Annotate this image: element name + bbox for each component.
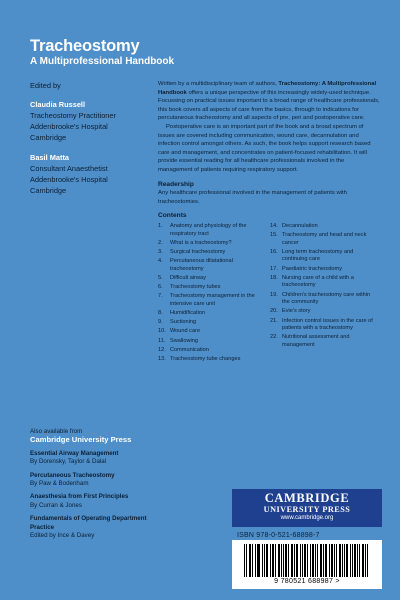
contents-item	[270, 249, 375, 264]
contents-item-number: 2.	[158, 239, 163, 246]
description-paragraph-2: Postoperative care is an important part of the book and a broad spectrum of issues are covered including communication, wound care, decannulation and infection control amongst others. As such, the book helps support research based care and management, and concentrates on patient-focused rehabilitation. It will provide essential reading for all healthcare professionals involved in the management of patients requiring respiratory support.	[158, 123, 371, 173]
contents-item-title: Percutaneous dilatational tracheostomy	[170, 258, 233, 272]
barcode-bar	[325, 544, 326, 577]
description-paragraph-1	[158, 80, 380, 123]
editor-city: Cambridge	[30, 133, 67, 142]
barcode-bar	[315, 544, 316, 577]
also-book-title: Essential Airway Management	[30, 449, 119, 457]
barcode-bar	[340, 544, 341, 577]
editor-city: Cambridge	[30, 186, 67, 195]
description-p1-end: offers a unique perspective of this increasingly widely-used technique. Focussing on practical issues important to a broad range of healthcare professionals, this book covers all aspects of care from the basics, through to indications for percutaneous tracheostomy and all aspects of pre, peri and postoperative care.	[158, 89, 380, 122]
contents-item-title: Communication	[170, 346, 209, 353]
barcode-bar	[317, 544, 318, 577]
editor-role: Consultant Anaesthetist	[30, 164, 108, 173]
contents-item-number: 6.	[158, 284, 163, 291]
contents-item-title: Swallowing	[170, 337, 198, 344]
also-available-label: Also available from	[30, 428, 83, 435]
barcode-bar	[323, 544, 324, 577]
editor-name: Basil Matta	[30, 153, 70, 162]
also-book-author: Edited by Ince & Davey	[30, 532, 95, 540]
barcode-bar	[339, 544, 340, 577]
editor-affiliation: Addenbrooke's Hospital	[30, 175, 108, 184]
contents-item	[270, 232, 375, 247]
description-column	[158, 80, 380, 413]
barcode-bar	[278, 544, 279, 577]
barcode-bar	[302, 544, 303, 577]
contents-item-title: Tracheostomy tube changes	[170, 355, 241, 362]
contents-heading: Contents	[158, 212, 187, 220]
contents-item-title: Nutritional assessment and management	[282, 334, 350, 348]
contents-item-title: Wound care	[170, 328, 201, 335]
contents-item-title: Surgical tracheostomy	[170, 248, 226, 255]
publisher-logo	[232, 489, 382, 527]
contents-item	[158, 258, 263, 273]
also-book-2	[30, 472, 150, 489]
also-book-1	[30, 450, 150, 467]
contents-item	[158, 275, 263, 283]
barcode-bar	[297, 544, 298, 577]
contents-item-number: 10.	[158, 328, 166, 335]
contents-item-number: 18.	[270, 274, 278, 281]
contents-item-title: Anatomy and physiology of the respiratory tract	[170, 222, 247, 237]
barcode-bar	[264, 544, 265, 577]
contents-item	[158, 338, 263, 346]
contents-item-title: What is a tracheostomy?	[170, 239, 232, 246]
contents-item-number: 20.	[270, 308, 278, 315]
barcode-bar	[321, 544, 322, 577]
contents-item-number: 8.	[158, 310, 163, 316]
publisher-name-line1: CAMBRIDGE	[264, 491, 350, 505]
also-book-3	[30, 493, 150, 510]
barcode-bar	[255, 544, 256, 577]
barcode-bar	[281, 544, 282, 577]
contents-item-number: 14.	[270, 222, 278, 229]
contents-item-title: Suctioning	[170, 319, 197, 326]
also-book-4	[30, 515, 150, 540]
barcode-bar	[249, 544, 250, 577]
barcode-digits: 9 780521 688987 >	[274, 578, 340, 585]
barcode-bar	[346, 544, 347, 577]
contents-item	[158, 293, 263, 308]
barcode-bar	[285, 544, 286, 577]
contents-item	[270, 318, 375, 333]
contents-item-number: 11.	[158, 337, 166, 344]
also-book-author: By Curran & Jones	[30, 501, 82, 509]
contents-item-title: Infection control issues in the care of patients with a tracheostomy	[282, 317, 373, 332]
barcode-bar	[347, 544, 348, 577]
barcode-bar	[294, 544, 295, 577]
contents-item	[158, 284, 263, 292]
barcode-bar	[363, 544, 364, 577]
barcode-bar	[273, 544, 274, 577]
contents-item-title: Nursing care of a child with a tracheostomy	[282, 274, 354, 289]
barcode-bar	[312, 544, 313, 577]
contents-item-number: 22.	[270, 334, 278, 341]
contents-item	[158, 328, 263, 336]
contents-item-number: 19.	[270, 291, 278, 298]
barcode-bar	[352, 544, 353, 577]
contents-item-title: Difficult airway	[170, 274, 206, 281]
contents-item	[158, 240, 263, 248]
barcode-bar	[246, 544, 247, 577]
also-available-section	[30, 428, 150, 545]
publisher-name-line2: UNIVERSITY PRESS	[263, 505, 351, 514]
contents-item	[270, 308, 375, 316]
barcode-bar	[354, 544, 355, 577]
contents-item-number: 5.	[158, 274, 163, 281]
also-book-title: Anaesthesia from First Principles	[30, 493, 129, 501]
contents-item-number: 9.	[158, 319, 163, 326]
contents-item-title: Tracheostomy and head and neck cancer	[282, 232, 367, 246]
contents-item-title: Long term tracheostomy and continuing care	[282, 248, 354, 263]
readership-text: Any healthcare professional involved in the management of patients with tracheostomies.	[158, 190, 347, 205]
contents-item	[270, 292, 375, 307]
barcode-bar	[367, 544, 368, 577]
barcode-bar	[331, 544, 332, 577]
contents-item-number: 15.	[270, 232, 278, 239]
also-book-title: Fundamentals of Operating Department Practice	[30, 515, 147, 531]
barcode-bar	[320, 544, 321, 577]
barcode-bar	[270, 544, 271, 577]
contents-item	[270, 334, 375, 349]
contents-item-number: 13.	[158, 355, 166, 362]
editor-role: Tracheostomy Practitioner	[30, 111, 116, 120]
contents-column-right	[270, 223, 375, 351]
barcode	[232, 540, 382, 589]
contents-item	[158, 310, 263, 318]
contents-item-number: 21.	[270, 317, 278, 324]
barcode-bar	[336, 544, 337, 577]
barcode-bar	[365, 544, 366, 577]
contents-item-number: 4.	[158, 258, 163, 265]
barcode-bar	[250, 544, 251, 577]
barcode-bar	[307, 544, 308, 577]
also-available-press: Cambridge University Press	[30, 435, 132, 445]
contents-item	[158, 356, 263, 364]
description-p1-start: Written by a multidisciplinary team of authors,	[158, 81, 279, 87]
barcode-bar	[262, 544, 263, 577]
barcode-bar	[257, 544, 258, 577]
barcode-bar	[359, 544, 360, 577]
isbn-text: ISBN 978-0-521-68898-7	[237, 532, 320, 539]
editors-section	[30, 80, 150, 205]
barcode-bar	[259, 544, 260, 577]
contents-item-number: 3.	[158, 248, 163, 255]
editor-2	[30, 152, 150, 196]
barcode-bar	[350, 544, 351, 577]
description-p1-bold: Tracheostomy: A Multiprofessional Handbook	[158, 81, 377, 96]
barcode-bar	[288, 544, 289, 577]
contents-column-left	[158, 223, 263, 365]
also-book-title: Percutaneous Tracheostomy	[30, 471, 115, 479]
barcode-bar	[292, 544, 293, 577]
barcode-bar	[304, 544, 305, 577]
contents-item	[158, 249, 263, 257]
editor-affiliation: Addenbrooke's Hospital	[30, 122, 108, 131]
contents-item-number: 1.	[158, 222, 163, 229]
editor-name: Claudia Russell	[30, 100, 86, 109]
barcode-bar	[313, 544, 314, 577]
contents-item-number: 12.	[158, 346, 166, 353]
contents-item-title: Paediatric tracheostomy	[282, 265, 343, 272]
barcode-bar	[258, 544, 259, 577]
contents-item	[270, 223, 375, 231]
barcode-bar	[362, 544, 363, 577]
contents-item-number: 16.	[270, 248, 278, 255]
barcode-bar	[279, 544, 280, 577]
editor-1	[30, 99, 150, 143]
barcode-bar	[357, 544, 358, 577]
contents-list	[158, 223, 380, 413]
barcode-bar	[342, 544, 343, 577]
barcode-bar	[355, 544, 356, 577]
contents-item-title: Tracheostomy management in the intensive care unit	[170, 293, 255, 307]
publisher-url: www.cambridge.org	[280, 515, 334, 521]
readership-heading: Readership	[158, 180, 194, 188]
contents-item	[158, 319, 263, 327]
contents-item-title: Tracheostomy tubes	[170, 284, 221, 291]
barcode-bar	[286, 544, 287, 577]
barcode-bar	[329, 544, 330, 577]
book-subtitle: A Multiprofessional Handbook	[30, 56, 175, 67]
contents-item-title: Humidification	[170, 310, 206, 316]
barcode-bar	[310, 544, 311, 577]
contents-item	[270, 275, 375, 290]
barcode-bar	[244, 544, 245, 577]
contents-item-number: 7.	[158, 293, 163, 300]
contents-item-number: 17.	[270, 265, 278, 272]
barcode-bar	[334, 544, 335, 577]
also-book-author: By Dorensky, Taylor & Dalal	[30, 458, 107, 466]
barcode-bar	[326, 544, 327, 577]
edited-by-label: Edited by	[30, 81, 61, 90]
book-title: Tracheostomy	[30, 37, 140, 55]
contents-item-title: Evie's story	[282, 308, 311, 315]
barcode-bar	[344, 544, 345, 577]
barcode-bar	[296, 544, 297, 577]
barcode-bar	[267, 544, 268, 577]
barcode-bar	[300, 544, 301, 577]
contents-item	[270, 266, 375, 274]
barcode-bar	[272, 544, 273, 577]
barcode-bar	[283, 544, 284, 577]
barcode-bar	[305, 544, 306, 577]
contents-item-title: Decannulation	[282, 222, 318, 229]
barcode-bar	[291, 544, 292, 577]
barcode-bar	[266, 544, 267, 577]
contents-item-title: Children's tracheostomy care within the community	[282, 291, 371, 306]
contents-item	[158, 223, 263, 238]
barcode-bar	[275, 544, 276, 577]
barcode-bar	[332, 544, 333, 577]
barcode-bar	[252, 544, 253, 577]
contents-item	[158, 347, 263, 355]
also-book-author: By Paw & Bodenham	[30, 480, 89, 488]
